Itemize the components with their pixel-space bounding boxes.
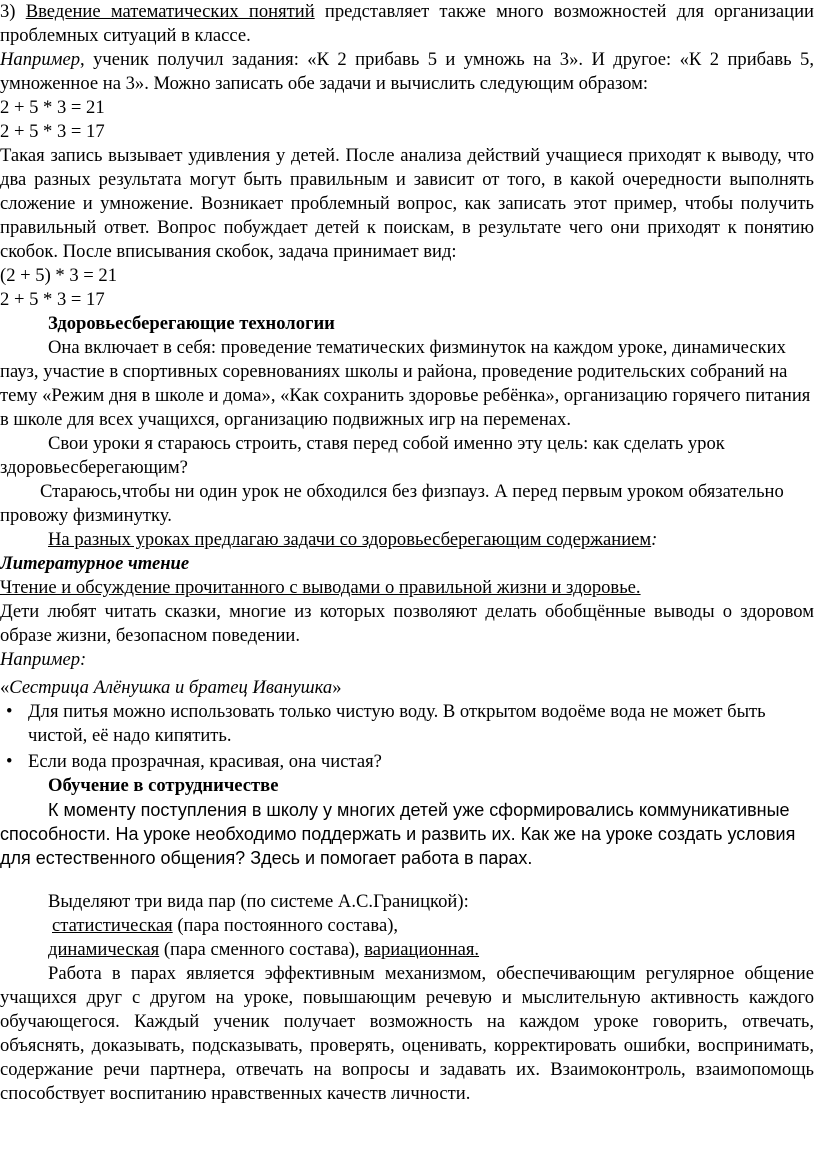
story-title: Сестрица Алёнушка и братец Иванушка <box>9 677 333 698</box>
pair-term-dynamic: динамическая <box>48 939 160 960</box>
list-item-text: Если вода прозрачная, красивая, она чистая? <box>28 751 382 772</box>
intro-link[interactable]: Введение математических понятий <box>25 1 315 22</box>
pairs-work-paragraph: Работа в парах является эффективным механизмом, обеспечивающим регулярное общение учащихся друг с другом на уроке, повышающим речевую и мыслительную активность каждого обучающегося. Каждый ученик получает возможность на каждом уроке говорить, отвечать, объяснять, доказывать, подсказывать, проверять, оценивать, корректировать ошибки, воспринимать, содержание речи партнера, отвечать на вопросы и задавать их. Взаимоконтроль, взаимопомощь способствует воспитанию нравственных качеств личности. <box>0 963 814 1104</box>
formula-line: 2 + 5 * 3 = 17 <box>0 289 105 310</box>
health-goal-paragraph: Свои уроки я стараюсь строить, ставя перед собой именно эту цель: как сделать урок здоровьесберегающим? <box>0 433 725 478</box>
health-tasks-line <box>0 528 814 552</box>
literature-bullet-list <box>0 700 814 774</box>
example-paragraph <box>0 48 814 96</box>
health-paragraph: Она включает в себя: проведение тематических физминуток на каждом уроке, динамических пауз, участие в спортивных соревнованиях школы и района, проведение родительских собраний на тему «Режим дня в школе и дома», «Как сохранить здоровье ребёнка», организацию горячего питания в школе для всех учащихся, организацию подвижных игр на переменах. <box>0 337 811 430</box>
formula-line: 2 + 5 * 3 = 17 <box>0 121 105 142</box>
pair-line-1 <box>0 914 814 938</box>
literature-heading: Литературное чтение <box>0 553 190 574</box>
intro-paragraph <box>0 0 814 48</box>
literature-example-label: Например: <box>0 649 87 670</box>
analysis-paragraph: Такая запись вызывает удивления у детей. После анализа действий учащиеся приходят к выводу, что два разных результата могут быть правильным и зависит от того, в какой очередности выполнять сложение и умножение. Возникает проблемный вопрос, как записать этот пример, чтобы получить правильный ответ. Вопрос побуждает детей к поискам, в результате чего они приходят к понятию скобок. После вписывания скобок, задача принимает вид: <box>0 145 814 262</box>
health-pause-paragraph: Стараюсь,чтобы ни один урок не обходился без физпауз. А перед первым уроком обязательно провожу физминутку. <box>0 481 784 526</box>
health-tasks-text: На разных уроках предлагаю задачи со здоровьесберегающим содержанием <box>48 529 652 550</box>
cooperation-paragraph: К моменту поступления в школу у многих детей уже сформировались коммуникативные способности. На уроке необходимо поддержать и развить их. Как же на уроке создать условия для естественного общения? Здесь и помогает работа в парах. <box>0 800 796 868</box>
list-item <box>6 750 814 774</box>
pair-desc-static: (пара постоянного состава), <box>172 915 399 936</box>
formula-line: (2 + 5) * 3 = 21 <box>0 265 118 286</box>
cooperation-heading: Обучение в сотрудничестве <box>48 775 279 796</box>
health-tasks-colon: : <box>651 529 658 550</box>
pairs-intro: Выделяют три вида пар (по системе А.С.Границкой): <box>48 891 469 912</box>
story-close-quote: » <box>332 677 342 698</box>
bullet-icon: • <box>6 751 13 772</box>
formula-line: 2 + 5 * 3 = 21 <box>0 97 105 118</box>
example-lead: Например <box>0 49 81 70</box>
pair-desc-dynamic: (пара сменного состава), <box>159 939 365 960</box>
literature-paragraph: Дети любят читать сказки, многие из которых позволяют делать обобщённые выводы о здоровом образе жизни, безопасном поведении. <box>0 601 814 646</box>
health-heading: Здоровьесберегающие технологии <box>48 313 335 334</box>
example-text: , ученик получил задания: «К 2 прибавь 5 и умножь на 3». И другое: «К 2 прибавь 5, умноженное на 3». Можно записать обе задачи и вычислить следующим образом: <box>0 49 814 94</box>
literature-subheading: Чтение и обсуждение прочитанного с выводами о правильной жизни и здоровье. <box>0 577 641 598</box>
bullet-icon: • <box>6 701 13 722</box>
story-open-quote: « <box>0 677 10 698</box>
story-title-line <box>0 676 814 700</box>
list-item-text: Для питья можно использовать только чистую воду. В открытом водоёме вода не может быть чистой, её надо кипятить. <box>28 701 766 746</box>
pair-line-2 <box>0 938 814 962</box>
pair-term-static: статистическая <box>52 915 173 936</box>
intro-rest: представляет также много возможностей для организации проблемных ситуаций в классе. <box>0 1 815 46</box>
list-item <box>6 700 814 748</box>
intro-number: 3) <box>0 1 26 22</box>
pair-term-variation: вариационная. <box>364 939 480 960</box>
